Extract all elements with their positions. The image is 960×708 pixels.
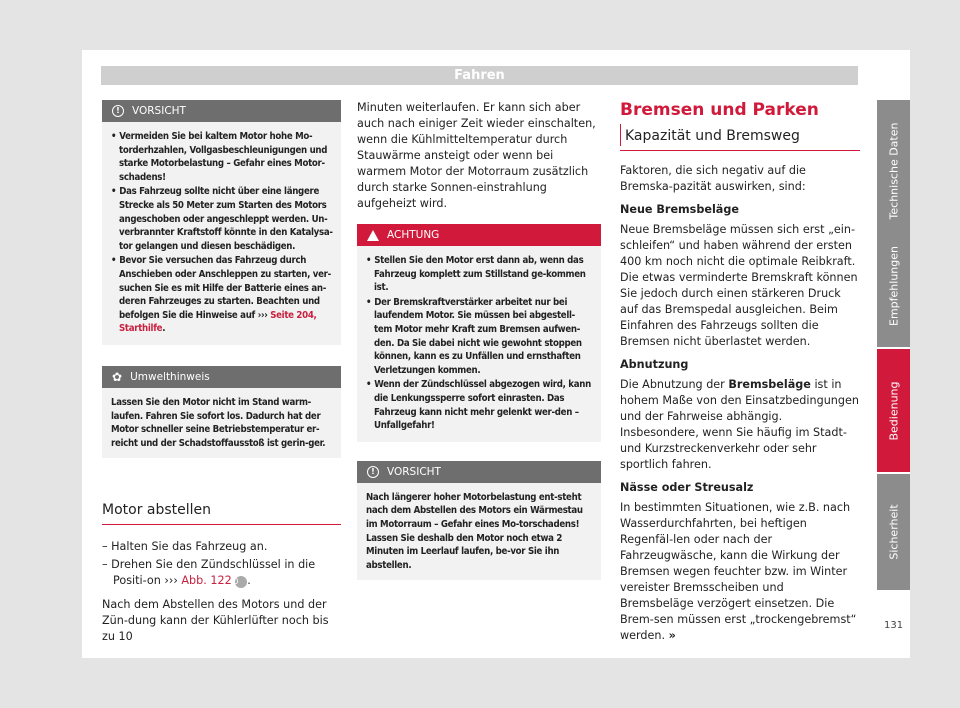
tab-bedienung[interactable]: [877, 349, 910, 472]
achtung-header: [357, 224, 601, 246]
column-3: [620, 100, 860, 644]
link-arrow: ›››: [164, 574, 178, 588]
tab-label: Sicherheit: [887, 504, 900, 560]
info-circle-icon: !: [367, 466, 379, 478]
text: Die Abnutzung der: [620, 378, 725, 391]
info-circle-icon: !: [112, 105, 124, 117]
vorsicht-box-2: [357, 461, 601, 581]
page-number: 131: [884, 620, 904, 631]
leaf-icon: ✿: [112, 369, 123, 384]
tab-empfehlungen[interactable]: [877, 224, 910, 347]
bold-term: Bremsbeläge: [728, 378, 811, 391]
tab-label: Bedienung: [887, 380, 900, 441]
period: .: [247, 574, 251, 588]
subhead-wet: Nässe oder Streusalz: [620, 481, 754, 494]
intro: Faktoren, die sich negativ auf die Bremska-pazität auswirken, sind:: [620, 164, 806, 193]
vorsicht-header-2: [357, 461, 601, 483]
warning-triangle-icon: [367, 230, 379, 241]
paragraph: Minuten weiterlaufen. Er kann sich aber auch nach einiger Zeit wieder einschalten, wenn die Kühlmitteltemperatur durch Stauwärme ansteigt oder wenn bei warmem Motor der Motorraum zusätzlich durch starke Sonnen-einstrahlung aufgeheizt wird.: [357, 101, 596, 210]
umwelt-box: [102, 366, 341, 458]
vorsicht-box: [102, 100, 341, 345]
vorsicht-body-2: Nach längerer hoher Motorbelastung ent-steht nach dem Abstellen des Motors ein Wärmestau im Motorraum – Gefahr eines Mo-torschadens! Lassen Sie deshalb den Motor noch etwa 2 Minuten im Leerlauf laufen, be-vor Sie ihn abstellen.: [366, 491, 583, 571]
text: ist in hohem Maße von den Einsatzbedingungen und der Fahrweise abhängig. Insbesondere, wenn Sie häufig im Stadt- und Kurzstreckenverkehr oder sehr sportlich fahren.: [620, 378, 859, 471]
vorsicht-label-2: VORSICHT: [387, 465, 441, 478]
umwelt-body: Lassen Sie den Motor nicht im Stand warm-laufen. Fahren Sie sofort los. Dadurch hat der Motor schneller seine Betriebstemperatur er-reicht und der Schadstoffausstoß ist gerin-ger.: [111, 396, 326, 449]
vorsicht-body: [102, 122, 341, 345]
abb-link[interactable]: Abb. 122: [181, 574, 232, 588]
step-2: [102, 557, 341, 589]
page-header: Fahren: [101, 66, 858, 85]
vorsicht-item: • Vermeiden Sie bei kaltem Motor hohe Mo-torderhzahlen, Vollgasbeschleunigungen und starke Motorbelastung – Gefahr eines Motor-schadens!: [111, 130, 333, 184]
starthilfe-link[interactable]: Seite 204, Starthilfe: [119, 309, 317, 335]
vorsicht-item-text: Bevor Sie versuchen das Fahrzeug durch Anschieben oder Anschleppen zu starten, ver-suchen Sie es mit Hilfe der Batterie eines an-deren Fahrzeuges zu starten. Beachten und befolgen Sie die Hinweise auf: [119, 255, 331, 321]
subhead-new-pads: Neue Bremsbeläge: [620, 203, 739, 216]
umwelt-header: [102, 366, 341, 388]
vorsicht-header: [102, 100, 341, 122]
achtung-label: ACHTUNG: [387, 229, 440, 241]
tab-sicherheit[interactable]: [877, 474, 910, 590]
achtung-box: [357, 224, 601, 442]
callout-number: 0: [235, 576, 247, 588]
vorsicht-item: [111, 254, 333, 336]
umwelt-label: Umwelthinweis: [130, 370, 210, 383]
text: In bestimmten Situationen, wie z.B. nach Wasserdurchfahrten, bei heftigen Regenfäl-len oder nach der Fahrzeugwäsche, kann die Wirkung der Bremsen wegen feuchter bzw. im Winter vereister Bremsscheiben und Bremsbeläge verzögert einsetzen. Die Brem-sen müssen erst „trockengebremst“ werden.: [620, 501, 857, 642]
paragraph: [620, 500, 860, 644]
vorsicht-label: VORSICHT: [132, 105, 186, 117]
vorsicht-item: • Das Fahrzeug sollte nicht über eine längere Strecke als 50 Meter zum Starten des Motors angeschoben oder angeschleppt werden. Un-verbrannter Kraftstoff könnte in den Katalysa-tor gelangen und diesen beschädigen.: [111, 185, 333, 253]
achtung-body: [357, 246, 601, 442]
section-title: Motor abstellen: [102, 502, 341, 525]
tab-label: Technische Daten: [887, 122, 900, 220]
paragraph: Nach dem Abstellen des Motors und der Zün-dung kann der Kühlerlüfter noch bis zu 10: [102, 598, 329, 644]
continue-arrow-icon: »: [668, 629, 676, 642]
achtung-item: • Der Bremskraftverstärker arbeitet nur bei laufendem Motor. Sie müssen bei abgestell-tem Motor mehr Kraft zum Bremsen aufwen-den. Da Sie dabei nicht wie gewohnt stoppen können, kann es zu Unfällen und ernsthaften Verletzungen kommen.: [366, 296, 593, 378]
paragraph: Neue Bremsbeläge müssen sich erst „ein-schleifen“ und haben während der ersten 400 km noch nicht die optimale Reibkraft. Die etwas verminderte Bremskraft können Sie jedoch durch einen stärkeren Druck auf das Bremspedal ausgleichen. Beim Einfahren des Fahrzeugs sollten die Bremsen nicht überlastet werden.: [620, 223, 858, 348]
achtung-item: • Stellen Sie den Motor erst dann ab, wenn das Fahrzeug komplett zum Stillstand ge-kommen ist.: [366, 254, 593, 295]
link-arrow: ›››: [257, 309, 268, 321]
tab-technische-daten[interactable]: [877, 100, 910, 242]
column-2: [357, 100, 601, 580]
step-1: – Halten Sie das Fahrzeug an.: [102, 540, 268, 554]
step-2-text: – Drehen Sie den Zündschlüssel in die Positi-on: [102, 558, 316, 588]
chapter-title: Bremsen und Parken: [620, 100, 819, 120]
achtung-item: • Wenn der Zündschlüssel abgezogen wird, kann die Lenkungssperre sofort einrasten. Das Fahrzeug kann nicht mehr gelenkt wer-den – Unfallgefahr!: [366, 378, 593, 432]
paragraph: [620, 377, 860, 473]
period: .: [162, 323, 166, 335]
column-1: [102, 100, 341, 645]
subhead-wear: Abnutzung: [620, 358, 689, 371]
sub-title: Kapazität und Bremsweg: [620, 128, 860, 151]
tab-label: Empfehlungen: [887, 245, 900, 326]
